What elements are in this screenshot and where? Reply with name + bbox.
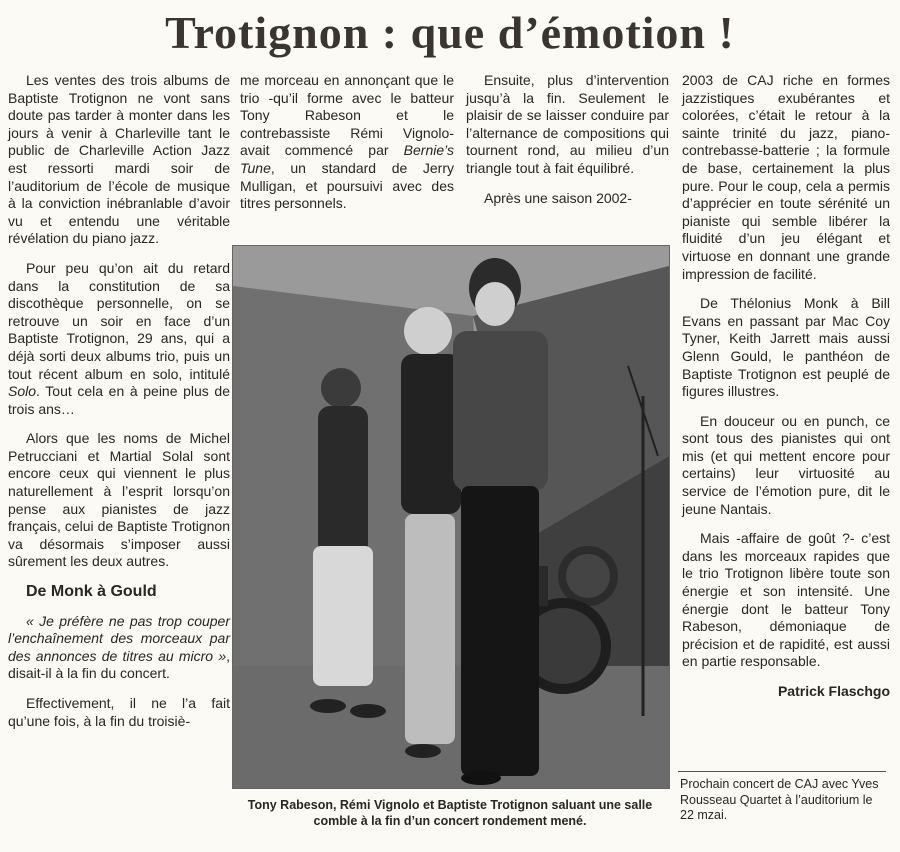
article-column-3	[466, 72, 669, 219]
paragraph: Effectivement, il ne l’a fait qu’une fois, à la fin du troisiè-	[8, 695, 230, 729]
paragraph: De Thélonius Monk à Bill Evans en passant par Mac Coy Tyner, Keith Jarrett mais aussi Glenn Gould, le panthéon de Baptiste Trotignon est peuplé de figures illustres.	[682, 295, 890, 400]
quotation: « Je préfère ne pas trop couper l’enchaînement des morceaux par des annonces de titres au micro »	[8, 612, 230, 664]
article-column-1	[8, 72, 230, 742]
concert-photo	[232, 245, 670, 789]
paragraph: « Je préfère ne pas trop couper l’enchaînement des morceaux par des annonces de titres au micro », disait-il à la fin du concert.	[8, 612, 230, 682]
photo-caption: Tony Rabeson, Rémi Vignolo et Baptiste Trotignon saluant une salle comble à la fin d’un concert rondement mené.	[247, 798, 653, 828]
paragraph: Ensuite, plus d’intervention jusqu’à la fin. Seulement le plaisir de se laisser conduire par l’alternance de compositions qui tournent rond, au milieu d’un triangle tout à fait équilibré.	[466, 72, 669, 176]
author-signature: Patrick Flaschgo	[777, 683, 890, 699]
paragraph: me morceau en annonçant que le trio -qu’il forme avec le batteur Tony Rabeson et le contrebassiste Rémi Vignolo- avait commencé par Bernie’s Tune, un standard de Jerry Mulligan, et poursuivi avec des titres personnels.	[240, 72, 454, 212]
album-title: Solo	[8, 383, 37, 400]
paragraph: Les ventes des trois albums de Baptiste Trotignon ne vont sans doute pas tarder à monter dans les jours à venir à Charleville tant le public de Charleville Action Jazz est ressorti mardi soir de l’auditorium de l’école de musique à la conviction inébranlable d’avoir vu et entendu une véritable révélation du piano jazz.	[8, 72, 230, 247]
article-headline: Trotignon : que d’émotion !	[165, 7, 735, 58]
paragraph: Mais -affaire de goût ?- c’est dans les morceaux rapides que le trio Trotignon libère toute son énergie et son intensité. Une énergie dont le batteur Tony Rabeson, démoniaque de précision et de rapidité, est aussi en partie responsable.	[682, 530, 890, 670]
paragraph: Après une saison 2002-	[484, 189, 632, 206]
article-column-4	[682, 72, 890, 713]
paragraph: 2003 de CAJ riche en formes jazzistiques exubérantes et colorées, c’était le retour à la sainte trinité du jazz, piano-contrebasse-batterie ; la formule de base, certainement la plus pure. Pour le coup, cela a permis d’apprécier en toute sérénité un pianiste qui semble libérer la fluidité d’un jeu élégant et virtuose en donnant une grande impression de facilité.	[682, 72, 890, 282]
paragraph: En douceur ou en punch, ce sont tous des pianistes qui ont mis (et qui mettent encore pour certains) leur virtuosité au service de l’émotion pure, dit le jeune Nantais.	[682, 412, 890, 517]
section-subheading: De Monk à Gould	[26, 583, 157, 601]
article-column-2	[240, 72, 454, 225]
paragraph: Alors que les noms de Michel Petrucciani et Martial Solal sont encore ceux qui viennent le plus naturellement à l’esprit lorsqu’on pense aux pianistes de jazz français, celui de Baptiste Trotignon va désormais s’imposer aussi sûrement les deux autres.	[8, 430, 230, 570]
divider	[678, 771, 886, 772]
paragraph: Pour peu qu’on ait du retard dans la constitution de sa discothèque personnelle, on se retrouve un soir en face d’un Baptiste Trotignon, 29 ans, qui a déjà sorti deux albums trio, puis un tout récent album en solo, intitulé Solo. Tout cela en à peine plus de trois ans…	[8, 259, 230, 417]
next-concert-notice: Prochain concert de CAJ avec Yves Rousseau Quartet à l’auditorium le 22 mzai.	[680, 777, 879, 822]
tune-title: Bernie’s Tune	[240, 142, 454, 176]
